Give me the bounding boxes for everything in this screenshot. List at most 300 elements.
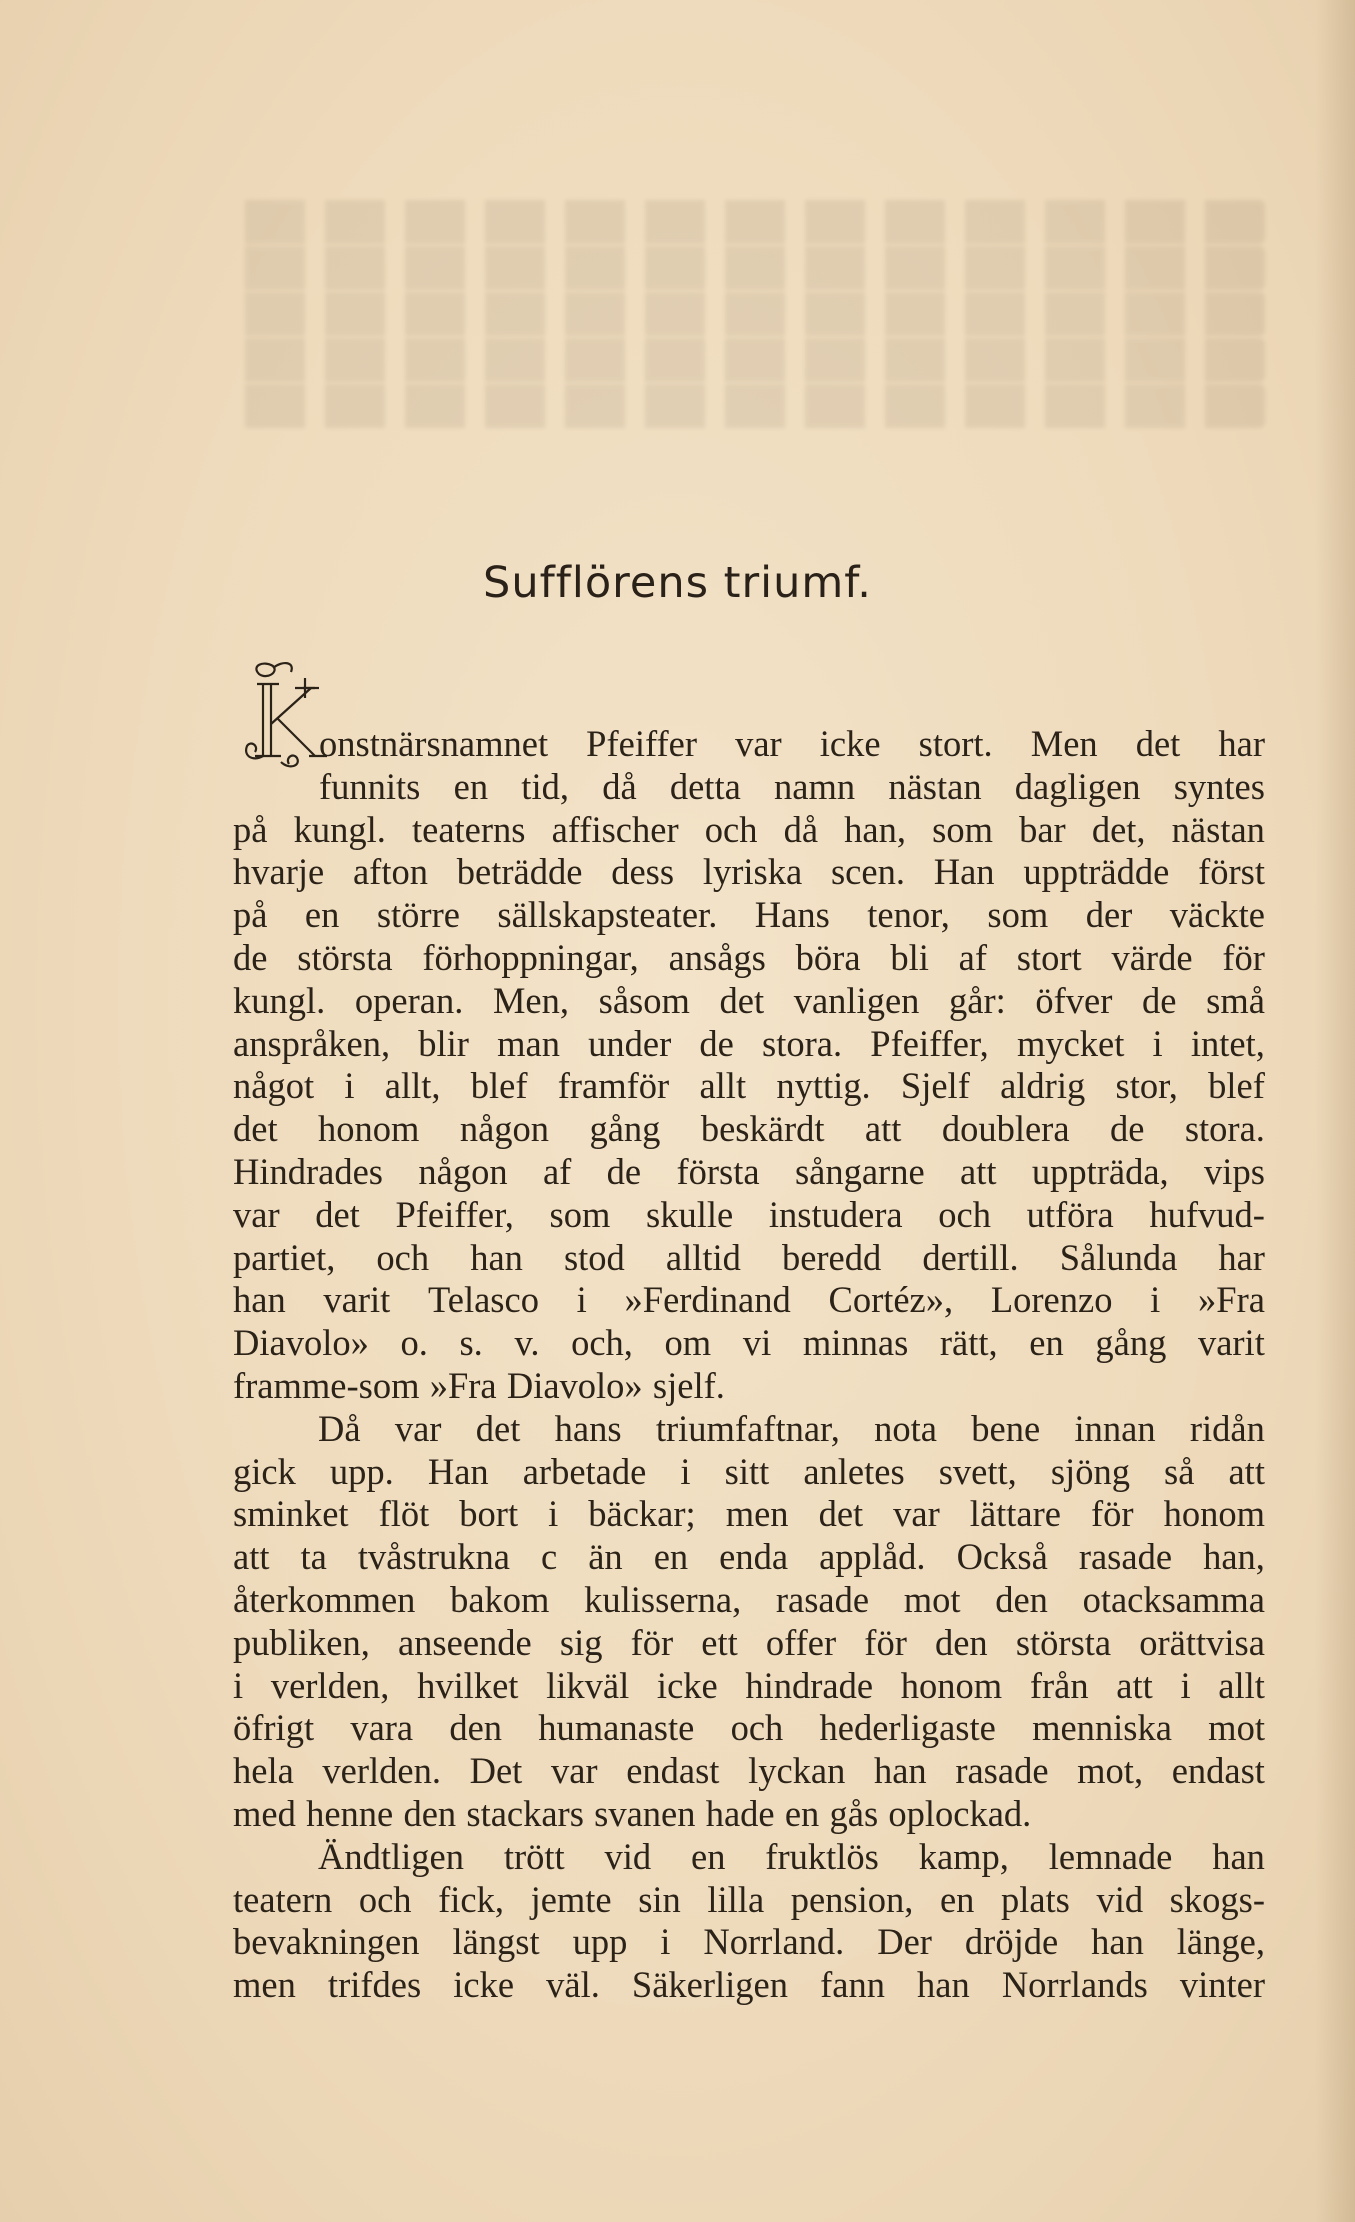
word: jemte: [530, 1878, 612, 1920]
word: en: [304, 894, 340, 936]
word: applåd.: [819, 1536, 926, 1578]
word: bar: [1019, 808, 1066, 850]
word: Men: [1030, 723, 1098, 764]
word: öfver: [1035, 979, 1113, 1021]
word: svett,: [938, 1450, 1017, 1492]
word: gås: [829, 1792, 879, 1834]
word: en: [453, 765, 489, 807]
word: i: [1180, 1664, 1191, 1706]
word: varit: [1197, 1322, 1265, 1364]
word: nästan: [1171, 808, 1265, 850]
word: sångarne: [794, 1150, 925, 1192]
word: bene: [971, 1407, 1041, 1449]
word: mot: [903, 1578, 961, 1620]
text-line-7: [233, 980, 1265, 1023]
text-line-23: [233, 1665, 1265, 1708]
word: endast: [626, 1750, 720, 1792]
word: Hans: [754, 894, 830, 936]
word: han: [470, 1236, 523, 1278]
word: han: [1091, 1921, 1144, 1963]
word: anseende: [397, 1621, 532, 1663]
page-edge-shadow: [1315, 0, 1355, 2222]
word: en: [653, 1536, 689, 1578]
word: honom: [900, 1664, 1003, 1706]
word: som: [932, 808, 993, 850]
word: små: [1206, 979, 1265, 1021]
word: nota: [874, 1407, 937, 1449]
word: framme-som: [233, 1364, 420, 1406]
word: hufvud-: [1149, 1193, 1265, 1235]
word: någon: [459, 1108, 550, 1150]
word: svanen: [594, 1792, 696, 1834]
word: mot,: [1077, 1750, 1144, 1792]
word: instudera: [768, 1193, 903, 1235]
word: offer: [765, 1621, 837, 1663]
word: Sjelf: [900, 1065, 970, 1107]
word: det: [233, 1108, 278, 1150]
text-line-17: [233, 1408, 1265, 1451]
word: anletes: [803, 1450, 905, 1492]
word: skulle: [646, 1193, 734, 1235]
word: har: [1218, 1236, 1265, 1278]
word: och: [704, 808, 758, 850]
word: en: [1029, 1322, 1064, 1364]
word: uppträda,: [1031, 1150, 1169, 1192]
word: vinter: [1179, 1964, 1265, 2006]
word: »Fra: [1198, 1279, 1265, 1321]
word: de: [1109, 1108, 1145, 1150]
word: Också: [956, 1536, 1048, 1578]
word: de: [606, 1150, 642, 1192]
word: allt: [1218, 1664, 1265, 1706]
word: som: [987, 894, 1049, 936]
word: fann: [820, 1964, 885, 2006]
word: tenor,: [867, 894, 950, 936]
word: men: [725, 1493, 789, 1535]
word: teaterns: [411, 808, 526, 850]
word: nyttig.: [776, 1065, 871, 1107]
word: och: [938, 1193, 991, 1235]
word: Pfeiffer: [586, 723, 697, 764]
word: dertill.: [922, 1236, 1019, 1278]
word: namn: [774, 765, 856, 807]
word: i: [576, 1279, 587, 1321]
word: i: [548, 1493, 559, 1535]
word: Sålunda: [1059, 1236, 1178, 1278]
word: sjöng: [1050, 1450, 1130, 1492]
word: »Ferdinand: [624, 1279, 791, 1321]
word: att: [960, 1150, 997, 1192]
word: vips: [1204, 1150, 1265, 1192]
word: vi: [742, 1322, 772, 1364]
word: en: [691, 1835, 726, 1877]
word: af: [542, 1150, 572, 1192]
word: onstnärsnamnet: [319, 723, 549, 764]
word: största: [1015, 1621, 1112, 1663]
word: men: [233, 1964, 296, 2006]
word: det: [719, 979, 765, 1021]
word: Diavolo»: [233, 1322, 369, 1364]
word: af: [958, 936, 987, 978]
word: »Fra: [429, 1364, 497, 1406]
word: i: [233, 1664, 244, 1706]
word: var: [893, 1493, 940, 1535]
word: s.: [459, 1322, 483, 1364]
word: har: [1218, 723, 1265, 764]
word: gång: [589, 1108, 661, 1150]
word: Telasco: [428, 1279, 539, 1321]
word: hvarje: [233, 851, 325, 893]
text-line-5: [233, 894, 1265, 937]
word: plats: [1000, 1878, 1070, 1920]
word: bort: [459, 1493, 519, 1535]
word: Der: [877, 1921, 932, 1963]
word: sällskapsteater.: [497, 894, 718, 936]
word: Pfeiffer,: [395, 1193, 514, 1235]
word: öfrigt: [233, 1707, 315, 1749]
word: för: [1222, 936, 1265, 978]
word: för: [630, 1621, 674, 1663]
word: vara: [350, 1707, 414, 1749]
word: lättare: [969, 1493, 1061, 1535]
word: det: [818, 1493, 864, 1535]
word: menniska: [1032, 1707, 1172, 1749]
word: i: [660, 1921, 671, 1963]
word: för: [864, 1621, 907, 1663]
word: i: [1150, 1279, 1161, 1321]
text-line-22: [233, 1622, 1265, 1665]
word: Cortéz»,: [828, 1279, 954, 1321]
word: bäckar;: [588, 1493, 696, 1535]
word: att: [233, 1536, 270, 1578]
word: under: [588, 1022, 672, 1064]
text-line-20: [233, 1536, 1265, 1579]
word: återkommen: [233, 1578, 416, 1620]
word: länge,: [1176, 1921, 1265, 1963]
word: det: [315, 1193, 360, 1235]
word: hade: [705, 1792, 775, 1834]
word: lyriska: [702, 851, 803, 893]
word: då: [783, 808, 819, 850]
word: Ändtligen: [318, 1835, 464, 1877]
word: går:: [949, 979, 1006, 1021]
word: Norrland.: [703, 1921, 845, 1963]
word: han: [917, 1964, 970, 2006]
word: han,: [1203, 1536, 1265, 1578]
word: och,: [571, 1322, 633, 1364]
word: Hindrades: [233, 1150, 384, 1192]
chapter-title: Sufflörens triumf.: [483, 558, 872, 608]
word: sjelf.: [652, 1364, 725, 1406]
word: och: [730, 1707, 784, 1749]
word: och: [358, 1878, 412, 1920]
word: bli: [890, 936, 929, 978]
text-line-11: [233, 1151, 1265, 1194]
word: rasade: [1078, 1536, 1173, 1578]
word: detta: [669, 765, 741, 807]
word: doublera: [941, 1108, 1070, 1150]
word: skogs-: [1169, 1878, 1265, 1920]
text-line-28: [233, 1879, 1265, 1922]
text-line-1: [233, 723, 1265, 766]
text-line-24: [233, 1707, 1265, 1750]
word: då: [602, 765, 637, 807]
word: var: [233, 1193, 280, 1235]
word: först: [1198, 851, 1265, 893]
text-line-25: [233, 1750, 1265, 1793]
word: henne: [306, 1792, 394, 1834]
text-line-12: [233, 1194, 1265, 1237]
word: verlden,: [270, 1664, 390, 1706]
word: blef: [470, 1065, 528, 1107]
word: att: [1116, 1664, 1153, 1706]
word: en: [784, 1792, 820, 1834]
word: längst: [452, 1921, 540, 1963]
word: anspråken,: [233, 1022, 391, 1064]
word: den: [995, 1578, 1048, 1620]
text-line-27: [233, 1836, 1265, 1879]
word: förhoppningar,: [422, 936, 639, 978]
word: de: [233, 936, 268, 978]
word: nästan: [888, 765, 982, 807]
word: böra: [795, 936, 861, 978]
word: större: [376, 894, 460, 936]
word: man: [497, 1022, 560, 1064]
word: trött: [503, 1835, 565, 1877]
word: icke: [819, 723, 881, 764]
word: var: [735, 723, 782, 764]
word: operan.: [354, 979, 464, 1021]
word: blef: [1208, 1065, 1265, 1107]
word: så: [1164, 1450, 1195, 1492]
word: lilla: [707, 1878, 765, 1920]
word: funnits: [319, 765, 421, 807]
word: allt,: [384, 1065, 441, 1107]
word: det: [475, 1407, 521, 1449]
word: partiet,: [233, 1236, 336, 1278]
text-line-15: [233, 1322, 1265, 1365]
word: lyckan: [748, 1750, 846, 1792]
word: att: [864, 1108, 902, 1150]
word: från: [1029, 1664, 1089, 1706]
word: sig: [559, 1621, 603, 1663]
word: arbetade: [522, 1450, 647, 1492]
word: han: [1212, 1835, 1265, 1877]
word: den: [934, 1621, 988, 1663]
word: Han: [427, 1450, 489, 1492]
word: kungl.: [233, 979, 326, 1021]
word: likväl: [546, 1664, 630, 1706]
word: humanaste: [538, 1707, 695, 1749]
decorated-drop-cap-k: [233, 658, 328, 768]
word: Då: [318, 1407, 361, 1449]
word: i: [680, 1450, 691, 1492]
word: beredd: [781, 1236, 882, 1278]
word: aldrig: [1000, 1065, 1086, 1107]
word: ansågs: [668, 936, 766, 978]
word: ta: [300, 1536, 327, 1578]
word: fruktlös: [765, 1835, 879, 1877]
word: upp: [572, 1921, 628, 1963]
word: Han: [933, 851, 995, 893]
word: bevakningen: [233, 1921, 420, 1963]
word: hederligaste: [819, 1707, 996, 1749]
text-line-6: [233, 937, 1265, 980]
word: varit: [323, 1279, 391, 1321]
word: innan: [1074, 1407, 1156, 1449]
word: ridån: [1189, 1407, 1265, 1449]
word: för: [1091, 1493, 1134, 1535]
word: sminket: [233, 1493, 349, 1535]
text-line-19: [233, 1493, 1265, 1536]
word: var: [394, 1407, 442, 1449]
word: honom: [1163, 1493, 1265, 1535]
word: någon: [418, 1150, 508, 1192]
word: teatern: [233, 1878, 333, 1920]
word: än: [588, 1536, 623, 1578]
word: kulisserna,: [584, 1578, 742, 1620]
word: något: [233, 1065, 315, 1107]
word: blir: [418, 1022, 469, 1064]
word: vanligen: [793, 979, 920, 1021]
word: icke: [656, 1664, 718, 1706]
word: uppträdde: [1023, 851, 1170, 893]
word: vid: [1096, 1878, 1144, 1920]
word: orättvisa: [1139, 1621, 1265, 1663]
word: rasade: [775, 1578, 870, 1620]
word: hvilket: [417, 1664, 519, 1706]
word: väl.: [546, 1964, 600, 2006]
word: triumfaftnar,: [655, 1407, 840, 1449]
word: syntes: [1173, 765, 1265, 807]
word: Pfeiffer,: [870, 1022, 989, 1064]
word: affischer: [551, 808, 679, 850]
text-line-21: [233, 1579, 1265, 1622]
word: de: [699, 1022, 734, 1064]
word: oplockad.: [888, 1792, 1032, 1834]
text-line-4: [233, 851, 1265, 894]
word: hans: [554, 1407, 622, 1449]
word: publiken,: [233, 1621, 370, 1663]
word: dröjde: [964, 1921, 1059, 1963]
word: Säkerligen: [631, 1964, 789, 2006]
text-line-2: [233, 766, 1265, 809]
word: stod: [563, 1236, 625, 1278]
word: väckte: [1169, 894, 1265, 936]
word: den: [403, 1792, 457, 1834]
word: på: [233, 894, 268, 936]
word: om: [664, 1322, 712, 1364]
word: pension,: [790, 1878, 914, 1920]
word: såsom: [598, 979, 690, 1021]
text-line-14: [233, 1279, 1265, 1322]
word: hindrade: [745, 1664, 874, 1706]
word: honom: [318, 1108, 420, 1150]
word: afton: [352, 851, 428, 893]
word: kungl.: [293, 808, 386, 850]
word: största: [297, 936, 393, 978]
word: kamp,: [918, 1835, 1009, 1877]
word: mot: [1208, 1707, 1265, 1749]
word: stackars: [466, 1792, 584, 1834]
word: utföra: [1026, 1193, 1114, 1235]
word: stor,: [1115, 1065, 1178, 1107]
word: Lorenzo: [990, 1279, 1113, 1321]
word: trifdes: [327, 1964, 422, 2006]
body-text: [233, 723, 1265, 2007]
word: stora.: [1184, 1108, 1265, 1150]
word: v.: [514, 1322, 540, 1364]
word: gick: [233, 1450, 296, 1492]
text-line-26: [233, 1793, 1265, 1836]
word: i: [344, 1065, 355, 1107]
word: i: [1152, 1022, 1163, 1064]
text-line-10: [233, 1108, 1265, 1151]
word: stort: [1016, 936, 1082, 978]
word: Norrlands: [1001, 1964, 1148, 2006]
word: Men,: [492, 979, 569, 1021]
word: den: [449, 1707, 503, 1749]
word: med: [233, 1792, 296, 1834]
word: dess: [611, 851, 675, 893]
word: upp.: [329, 1450, 394, 1492]
word: rasade: [955, 1750, 1049, 1792]
word: han,: [844, 808, 906, 850]
word: intet,: [1190, 1022, 1265, 1064]
word: framför: [557, 1065, 670, 1107]
word: beskärdt: [700, 1108, 825, 1150]
word: c: [540, 1536, 558, 1578]
word: han: [233, 1279, 286, 1321]
text-line-3: [233, 809, 1265, 852]
word: Det: [469, 1750, 523, 1792]
word: minnas: [802, 1322, 909, 1364]
word: de: [1142, 979, 1177, 1021]
word: der: [1085, 894, 1133, 936]
text-line-8: [233, 1023, 1265, 1066]
word: ett: [701, 1621, 738, 1663]
word: fick,: [438, 1878, 504, 1920]
word: första: [676, 1150, 760, 1192]
word: Diavolo»: [506, 1364, 643, 1406]
text-line-18: [233, 1451, 1265, 1494]
word: rätt,: [939, 1322, 998, 1364]
word: var: [550, 1750, 598, 1792]
text-line-30: [233, 1964, 1265, 2007]
word: allt: [699, 1065, 747, 1107]
text-line-9: [233, 1065, 1265, 1108]
word: alltid: [665, 1236, 741, 1278]
word: mycket: [1016, 1022, 1125, 1064]
word: en: [939, 1878, 975, 1920]
word: enda: [719, 1536, 789, 1578]
word: att: [1228, 1450, 1265, 1492]
word: som: [549, 1193, 611, 1235]
word: och: [376, 1236, 430, 1278]
word: gång: [1095, 1322, 1167, 1364]
word: stort.: [918, 723, 993, 764]
word: hela: [233, 1750, 294, 1792]
word: han: [873, 1750, 927, 1792]
word: scen.: [830, 851, 905, 893]
word: o.: [400, 1322, 428, 1364]
word: dagligen: [1014, 765, 1141, 807]
word: det,: [1091, 808, 1146, 850]
word: flöt: [378, 1493, 430, 1535]
word: vid: [604, 1835, 652, 1877]
word: på: [233, 808, 268, 850]
word: tid,: [521, 765, 569, 807]
